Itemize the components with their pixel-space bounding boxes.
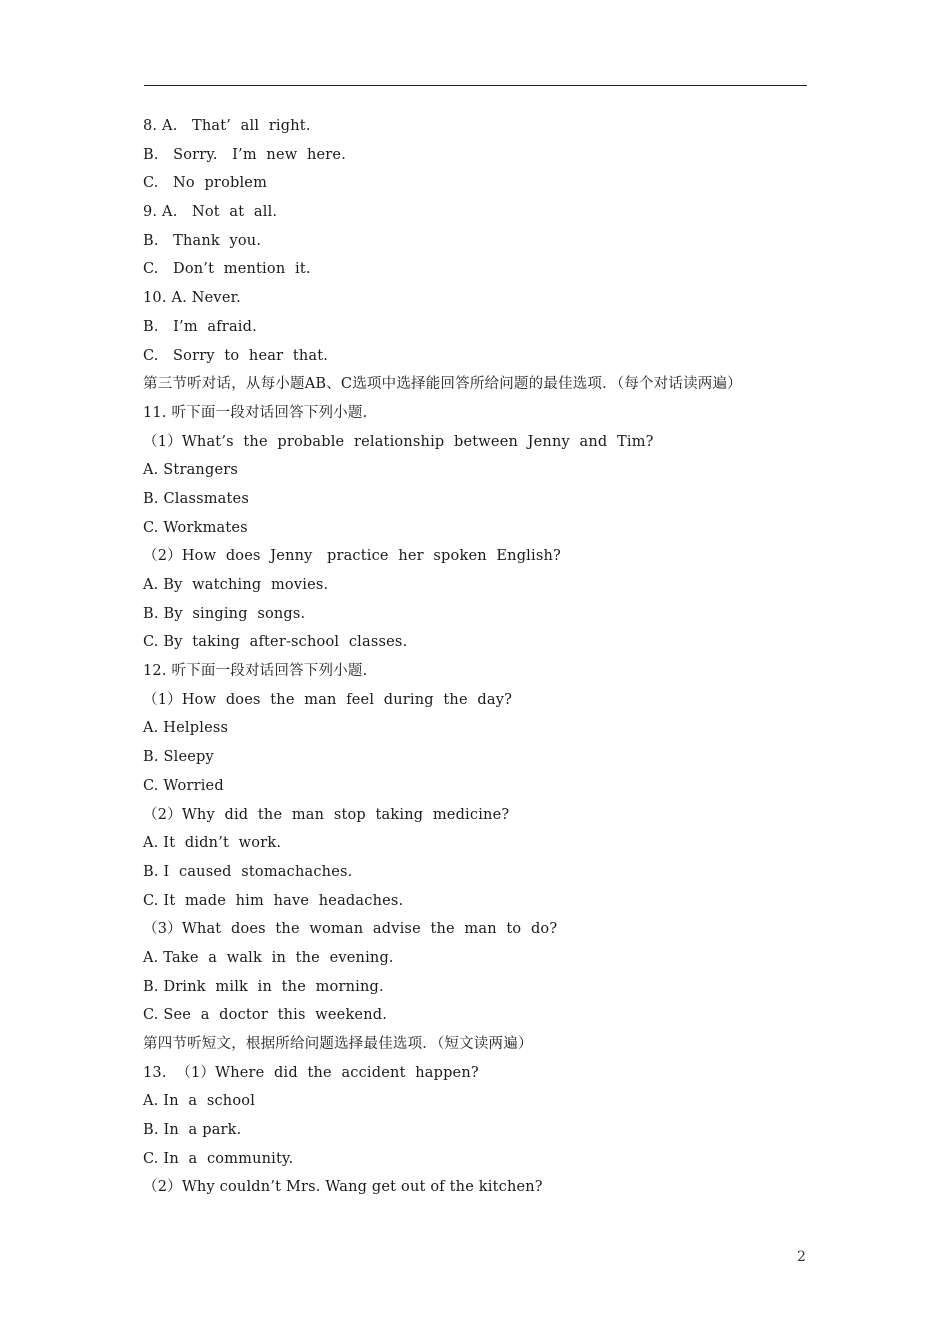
q12-sub2-option-c: C. It made him have headaches. — [143, 892, 404, 909]
q9-option-a: 9. A. Not at all. — [143, 204, 278, 221]
section-3-instructions: 第三节听对话，从每小题AB、C选项中选择能回答所给问题的最佳选项．（每个对话读两遍） — [143, 376, 742, 393]
q13-sub2-question: （2）Why couldn’t Mrs. Wang get out of the kitchen? — [143, 1179, 543, 1196]
q11-sub1-option-b: B. Classmates — [143, 490, 249, 507]
q12-heading: 12. 听下面一段对话回答下列小题. — [143, 663, 368, 680]
document-body — [143, 112, 807, 1202]
q12-sub3-option-b: B. Drink milk in the morning. — [143, 978, 384, 995]
q12-sub1-option-c: C. Worried — [143, 777, 224, 794]
q13-sub1-question: 13. （1）Where did the accident happen? — [143, 1064, 479, 1081]
q10-option-b: B. I’m afraid. — [143, 318, 257, 335]
q12-sub2-option-a: A. It didn’t work. — [143, 835, 282, 852]
q11-sub2-option-a: A. By watching movies. — [143, 577, 329, 594]
section-4-instructions: 第四节听短文，根据所给问题选择最佳选项．（短文读两遍） — [143, 1036, 533, 1053]
q11-sub1-option-a: A. Strangers — [143, 462, 239, 479]
page-number: 2 — [797, 1249, 806, 1265]
q12-sub1-option-a: A. Helpless — [143, 720, 229, 737]
q12-sub3-question: （3）What does the woman advise the man to do? — [143, 921, 558, 938]
q10-option-c: C. Sorry to hear that. — [143, 347, 329, 364]
q12-sub2-question: （2）Why did the man stop taking medicine? — [143, 806, 510, 823]
q8-option-b: B. Sorry. I’m new here. — [143, 146, 347, 163]
q11-sub1-option-c: C. Workmates — [143, 519, 248, 536]
q12-sub3-option-a: A. Take a walk in the evening. — [143, 949, 394, 966]
q12-sub2-option-b: B. I caused stomachaches. — [143, 863, 353, 880]
q12-sub1-question: （1）How does the man feel during the day? — [143, 691, 513, 708]
q13-sub1-option-a: A. In a school — [143, 1093, 256, 1110]
q11-heading: 11. 听下面一段对话回答下列小题. — [143, 404, 368, 421]
q11-sub2-option-c: C. By taking after-school classes. — [143, 634, 408, 651]
q11-sub2-option-b: B. By singing songs. — [143, 605, 306, 622]
q8-option-c: C. No problem — [143, 175, 268, 192]
q12-sub3-option-c: C. See a doctor this weekend. — [143, 1007, 388, 1024]
q13-sub1-option-b: B. In a park. — [143, 1122, 242, 1139]
q8-option-a: 8. A. That’ all right. — [143, 118, 311, 134]
q9-option-b: B. Thank you. — [143, 232, 262, 249]
q10-option-a: 10. A. Never. — [143, 290, 241, 307]
q13-sub1-option-c: C. In a community. — [143, 1150, 294, 1167]
q12-sub1-option-b: B. Sleepy — [143, 749, 214, 766]
header-rule — [144, 85, 807, 86]
q11-sub2-question: （2）How does Jenny practice her spoken English? — [143, 548, 562, 565]
q11-sub1-question: （1）What’s the probable relationship between Jenny and Tim? — [143, 433, 654, 450]
q9-option-c: C. Don’t mention it. — [143, 261, 311, 278]
